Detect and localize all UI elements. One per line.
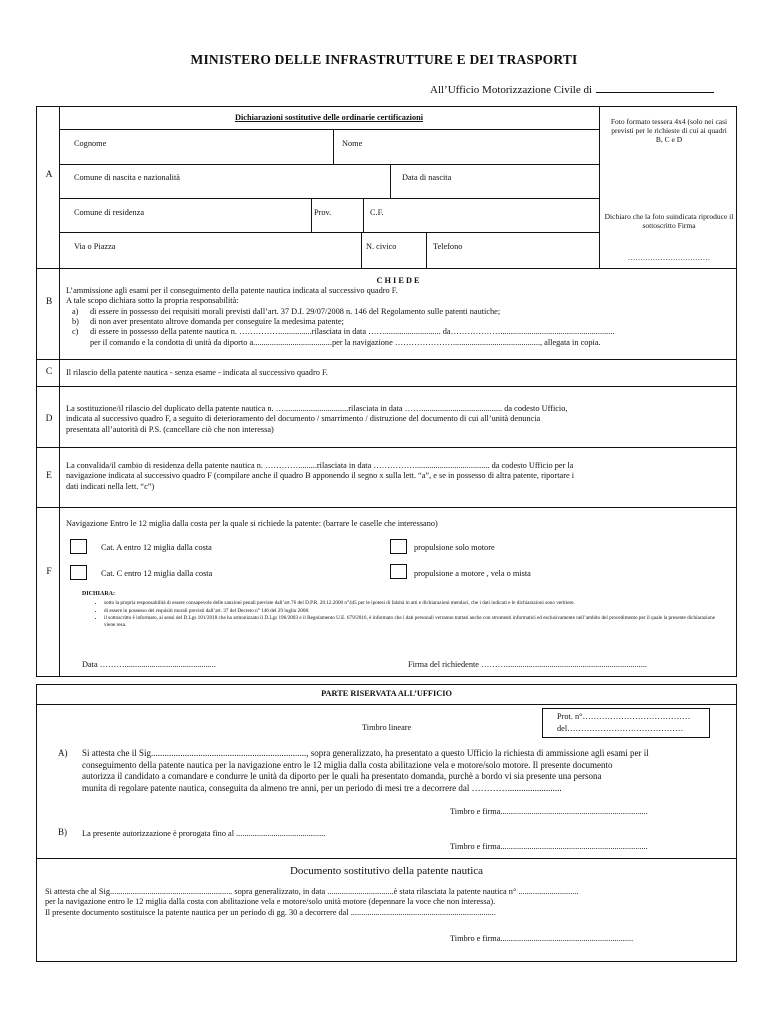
section-letter-e: E: [46, 471, 52, 481]
divider-prov-cf: [363, 198, 364, 232]
timbro-firma-3[interactable]: Timbro e firma................................................................: [450, 934, 634, 943]
photo-declaration: Dichiaro che la foto suindicata riproduce il sottoscritto Firma: [604, 212, 734, 230]
section-letter-c: C: [45, 367, 53, 377]
dichiara-heading: DICHIARA:: [82, 591, 115, 597]
field-prov[interactable]: Prov.: [314, 208, 332, 217]
divider-c-d: [36, 386, 737, 387]
section-e-line-2: navigazione indicata al successivo quadro F (compilare anche il quadro B apponendo il segno x sulla lett. “a”, e se in possesso di altra patente, riportare i: [66, 471, 575, 481]
divider-b-c: [36, 359, 737, 360]
section-b-item-b-marker: b): [72, 317, 79, 327]
office-a-line-4[interactable]: munita di regolare patente nautica, conseguita da almeno tre anni, per un periodo di mesi tre a decorrere dal …………........................: [82, 783, 562, 794]
photo-caption: Foto formato tessera 4x4 (solo nei casi previsti per le richieste di cui ai quadri B, C e D: [610, 117, 728, 144]
timbro-firma-2[interactable]: Timbro e firma.......................................................................: [450, 842, 648, 851]
office-b-text[interactable]: La presente autorizzazione è prorogata fino al ...........................................: [82, 829, 326, 838]
section-e-content: [66, 461, 730, 492]
chiede-heading: C H I E D E: [376, 276, 420, 285]
photo-signature-line[interactable]: ……………………………: [627, 253, 711, 262]
office-b-marker: B): [58, 827, 67, 837]
divider-e-f: [36, 507, 737, 508]
section-b-line-2: A tale scopo dichiara sotto la propria responsabilità:: [66, 296, 239, 306]
office-doc-divider: [36, 858, 737, 859]
office-title: PARTE RISERVATA ALL’UFFICIO: [321, 689, 452, 698]
section-f-intro: Navigazione Entro le 12 miglia dalla costa per la quale si richiede la patente: (barrare le caselle che interessano): [66, 519, 438, 528]
section-letter-a: A: [45, 170, 53, 180]
section-d-line-3: presentata all’autorità di P.S. (cancellare ciò che non interessa): [66, 424, 274, 434]
doc-line-1[interactable]: Si attesta che al Sig........................................................... sopra generalizzato, in data ................................è stata rilasciata la patente nautica n° .............................: [45, 887, 579, 896]
label-cat-a: Cat. A entro 12 miglia dalla costa: [101, 543, 212, 552]
divider-a-b: [36, 268, 737, 269]
section-a-row-3: [59, 198, 599, 199]
section-e-line-1[interactable]: La convalida/il cambio di residenza della patente nautica n. ………….........rilasciata in data …………….................................... da codesto Ufficio per la: [66, 461, 574, 470]
field-via[interactable]: Via o Piazza: [74, 242, 116, 251]
declaration-item: • sotto la propria responsabilità di essere consapevole delle sanzioni penali previste dall’art.76 del D.P.R. 28.12.2000 n°445 per le ipotesi di falsità in atti e dichiarazioni mendaci, che i dati indicati e le dichiarazioni sono veritiere.: [104, 600, 720, 607]
divider-comune-prov: [311, 198, 312, 232]
letter-column-divider: [59, 106, 60, 677]
doc-line-2: per la navigazione entro le 12 miglia dalla costa con abilitazione vela e motore/solo unità motore (depennare la voce che non interessa).: [45, 897, 496, 907]
section-letter-d: D: [45, 414, 53, 424]
photo-column-divider: [599, 106, 600, 268]
section-a-heading: Dichiarazioni sostitutive delle ordinarie certificazioni: [234, 113, 424, 122]
office-a-line-2: conseguimento della patente nautica per la navigazione entro le 12 miglia dalla costa abilitazione vela e motore/solo motore. Il presente documento: [82, 759, 613, 770]
declarations: [86, 600, 720, 629]
section-b-item-c-cont[interactable]: per il comando e la condotta di unità da diporto a......................................per la navigazione ………………….........................................., allegata in copia.: [90, 337, 601, 347]
doc-text: [45, 887, 731, 918]
section-d-line-2: indicata al successivo quadro F, a seguito di deterioramento del documento / smarrimento / distruzione del documento di cui all’unità denuncia: [66, 414, 541, 424]
declaration-item: • di essere in possesso dei requisiti morali previsti dall’art. 37 del Decreto n° 146 del 29 luglio 2008.: [104, 608, 720, 615]
office-a-line-3: autorizza il candidato a comandare e condurre le unità da diporto per le quali ha presentato domanda, purchè a bordo vi sia presente una persona: [82, 771, 602, 782]
section-b-item-c-marker: c): [72, 327, 79, 337]
checkbox-solo-motore[interactable]: [390, 539, 407, 554]
section-d-content: [66, 404, 730, 435]
section-a-row-2: [59, 164, 599, 165]
label-cat-c: Cat. C entro 12 miglia dalla costa: [101, 569, 213, 578]
section-b-line-1: L’ammissione agli esami per il conseguimento della patente nautica indicata al successivo quadro F.: [66, 286, 398, 295]
label-solo-motore: propulsione solo motore: [414, 543, 495, 552]
label-vela-mista: propulsione a motore , vela o mista: [414, 569, 531, 578]
section-e-line-3: dati indicati nella lett. “c”): [66, 481, 155, 491]
page-title: MINISTERO DELLE INFRASTRUTTURE E DEI TRASPORTI: [190, 52, 578, 67]
doc-title: Documento sostitutivo della patente nautica: [289, 865, 484, 877]
section-b-item-a-marker: a): [72, 306, 79, 316]
protocol-number[interactable]: Prot. n°…………………………………: [557, 712, 691, 721]
office-a-text: [82, 748, 722, 795]
protocol-date[interactable]: del……………………………………: [557, 724, 684, 733]
field-comune-residenza[interactable]: Comune di residenza: [74, 208, 145, 217]
declaration-item: • il sottoscritto è informato, ai sensi del D.Lgs 101/2018 che ha armonizzato il D.Lgs 196/2003 e il Regolamento U.E. 679/2016, è informato che i dati personali verranno trattati anche con strumenti informatici ed esclusivamente nell’ambito del procedimento per il quale la presente dichiarazione viene resa.: [104, 615, 720, 628]
main-form: [36, 106, 737, 677]
field-telefono[interactable]: Telefono: [433, 242, 463, 251]
section-c-text: Il rilascio della patente nautica - senza esame - indicata al successivo quadro F.: [66, 368, 328, 377]
divider-d-e: [36, 447, 737, 448]
checkbox-cat-c[interactable]: [70, 565, 87, 580]
divider-via-civico: [361, 232, 362, 268]
section-a-row-4: [59, 232, 599, 233]
divider-cognome-nome: [333, 129, 334, 164]
section-letter-f: F: [46, 567, 52, 577]
timbro-firma-1[interactable]: Timbro e firma.......................................................................: [450, 807, 648, 816]
field-comune-nascita[interactable]: Comune di nascita e nazionalità: [74, 173, 180, 182]
office-title-divider: [36, 704, 737, 705]
section-d-line-1[interactable]: La sostituzione/il rilascio del duplicato della patente nautica n. …...............................rilasciata in data ……....................................... da codesto Ufficio,: [66, 404, 568, 413]
office-input-line[interactable]: [596, 82, 714, 93]
field-nome[interactable]: Nome: [342, 139, 363, 148]
checkbox-cat-a[interactable]: [70, 539, 87, 554]
office-a-line-1[interactable]: Si attesta che il Sig....................................................................., sopra generalizzato, ha presentato a questo Ufficio la richiesta di ammissione agli esami per il: [82, 748, 649, 758]
divider-comune-data: [390, 164, 391, 198]
section-b-item-b: di non aver presentato altrove domanda per conseguire la medesima patente;: [90, 317, 344, 327]
timbro-lineare-label: Timbro lineare: [362, 723, 412, 732]
office-label: All’Ufficio Motorizzazione Civile di: [430, 84, 593, 96]
doc-line-3[interactable]: Il presente documento sostituisce la patente nautica per un periodo di gg. 30 a decorrere dal ......................................................................: [45, 907, 496, 917]
divider-civico-telefono: [426, 232, 427, 268]
section-letter-b: B: [45, 297, 53, 307]
checkbox-vela-mista[interactable]: [390, 564, 407, 579]
section-a-row-1: [59, 129, 599, 130]
office-line: [430, 82, 714, 96]
firma-richiedente-field[interactable]: Firma del richiedente ………....................................................................: [408, 660, 647, 669]
data-field[interactable]: Data ………............................................: [82, 660, 216, 669]
field-data-nascita[interactable]: Data di nascita: [402, 173, 452, 182]
field-civico[interactable]: N. civico: [366, 242, 397, 251]
field-cf[interactable]: C.F.: [370, 208, 384, 217]
section-b-item-a: di essere in possesso dei requisiti morali previsti dall’art. 37 D.I. 29/07/2008 n. 146 del Regolamento sulle patenti nautiche;: [90, 306, 501, 316]
section-b-content: [66, 286, 730, 348]
section-b-item-c[interactable]: di essere in possesso della patente nautica n. ……………...............rilasciata in data ……........................... da……………….......................................................: [90, 327, 615, 337]
field-cognome[interactable]: Cognome: [74, 139, 107, 148]
office-a-marker: A): [58, 748, 68, 758]
